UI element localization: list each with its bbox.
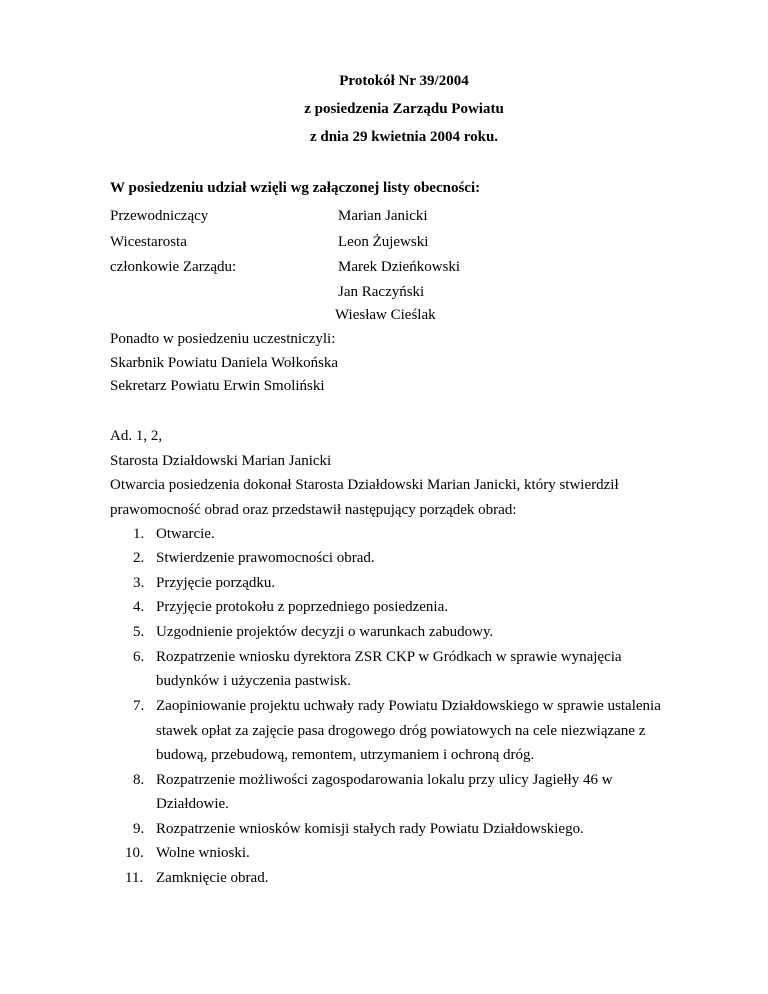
section-intro-line: prawomocność obrad oraz przedstawił następujący porządek obrad: [110,502,517,518]
also-attending-item: Sekretarz Powiatu Erwin Smoliński [110,378,325,394]
agenda-item-number: 7. [133,698,145,714]
agenda-item-text: Przyjęcie protokołu z poprzedniego posiedzenia. [156,599,448,615]
agenda-item-number: 8. [133,772,145,788]
agenda-item-text: Rozpatrzenie możliwości zagospodarowania lokalu przy ulicy Jagiełły 46 w [156,772,613,788]
attendance-name: Leon Żujewski [338,234,429,250]
protocol-title: Protokół Nr 39/2004 [339,73,469,89]
agenda-item-text: Otwarcie. [156,526,215,542]
attendance-heading: W posiedzeniu udział wzięli wg załączonej listy obecności: [110,180,481,196]
attendance-role: Przewodniczący [110,208,209,224]
agenda-item-text: budynków i użyczenia pastwisk. [156,673,351,689]
agenda-item-text: Wolne wnioski. [156,845,250,861]
agenda-item-number: 9. [133,821,145,837]
agenda-item-text: Działdowie. [156,796,229,812]
agenda-item-number: 6. [133,649,145,665]
section-intro-line: Otwarcia posiedzenia dokonał Starosta Działdowski Marian Janicki, który stwierdził [110,477,619,493]
attendance-name: Wiesław Cieślak [335,307,436,323]
attendance-role: Wicestarosta [110,234,187,250]
agenda-item-number: 4. [133,599,145,615]
agenda-item-number: 2. [133,550,145,566]
agenda-item-number: 5. [133,624,145,640]
agenda-item-number: 11. [125,870,144,886]
section-speaker: Starosta Działdowski Marian Janicki [110,453,332,469]
agenda-item-text: budową, przebudową, remontem, utrzymaniem i ochroną dróg. [156,747,535,763]
agenda-item-text: Przyjęcie porządku. [156,575,276,591]
agenda-item-text: Zamknięcie obrad. [156,870,269,886]
attendance-name: Marian Janicki [338,208,428,224]
agenda-item-number: 1. [133,526,145,542]
agenda-item-number: 10. [125,845,144,861]
agenda-item-text: Rozpatrzenie wniosków komisji stałych rady Powiatu Działdowskiego. [156,821,584,837]
protocol-date: z dnia 29 kwietnia 2004 roku. [309,129,499,145]
agenda-item-text: Stwierdzenie prawomocności obrad. [156,550,375,566]
protocol-subtitle: z posiedzenia Zarządu Powiatu [304,101,504,117]
section-ad-label: Ad. 1, 2, [110,428,163,444]
attendance-name: Marek Dzieńkowski [338,259,461,275]
attendance-name: Jan Raczyński [338,284,425,300]
also-attending-item: Skarbnik Powiatu Daniela Wołkońska [110,355,339,371]
agenda-item-text: stawek opłat za zajęcie pasa drogowego dróg powiatowych na cele niezwiązane z [156,723,646,739]
agenda-item-text: Zaopiniowanie projektu uchwały rady Powiatu Działdowskiego w sprawie ustalenia [156,698,661,714]
attendance-role: członkowie Zarządu: [110,259,237,275]
agenda-item-number: 3. [133,575,145,591]
agenda-item-text: Uzgodnienie projektów decyzji o warunkach zabudowy. [156,624,494,640]
agenda-item-text: Rozpatrzenie wniosku dyrektora ZSR CKP w Gródkach w sprawie wynajęcia [156,649,622,665]
also-attending-heading: Ponadto w posiedzeniu uczestniczyli: [110,331,336,347]
